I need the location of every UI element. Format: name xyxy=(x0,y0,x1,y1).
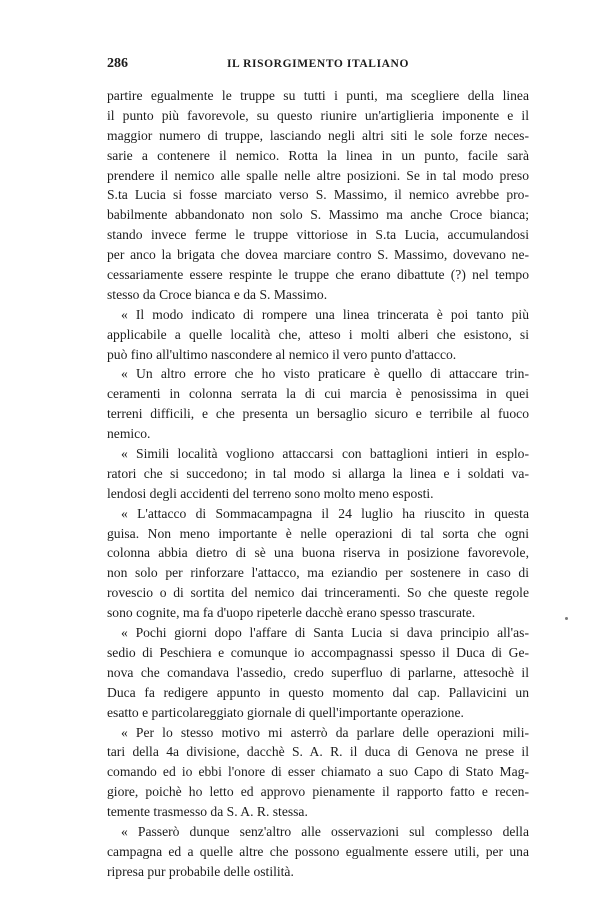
text-line: comando ed io ebbi l'onore di esser chiamato a suo Capo di Stato Mag- xyxy=(107,764,529,780)
text-line: « Passerò dunque senz'altro alle osservazioni sul complesso della xyxy=(121,823,529,839)
paragraph xyxy=(107,364,529,444)
paragraph xyxy=(107,444,529,504)
paragraph xyxy=(107,305,529,365)
text-line: guisa. Non meno importante è nelle operazioni di tal sorta che ogni xyxy=(107,525,529,541)
text-line: cessariamente essere respinte le truppe che erano dibattute (?) nel tempo xyxy=(107,267,529,283)
text-line: campagna ed a quelle altre che possono egualmente essere utili, per una xyxy=(107,843,529,859)
page-number: 286 xyxy=(107,56,128,71)
text-line: ripresa pur probabile delle ostilità. xyxy=(107,863,294,879)
text-line: applicabile a quelle località che, atteso i molti alberi che esistono, si xyxy=(107,326,529,342)
text-line: esatto e particolareggiato giornale di quell'importante operazione. xyxy=(107,704,464,720)
text-line: stando invece ferme le truppe vittoriose in S.ta Lucia, accumulandosi xyxy=(107,227,529,243)
text-line: Duca fa redigere appunto in questo momento dal cap. Pallavicini un xyxy=(107,684,529,700)
text-line: il punto più favorevole, su questo riunire un'artiglieria imponente e il xyxy=(107,107,529,123)
body-text xyxy=(107,86,529,882)
text-line: tari della 4a divisione, dacchè S. A. R. il duca di Genova ne prese il xyxy=(107,744,529,760)
text-line: nemico. xyxy=(107,426,151,442)
running-title: IL RISORGIMENTO ITALIANO xyxy=(226,58,410,70)
paragraph xyxy=(107,723,529,822)
text-line: sedio di Peschiera e comunque io accompagnassi spesso il Duca di Ge- xyxy=(107,644,529,660)
text-line: per anco la brigata che dovea marciare contro S. Massimo, dovevano ne- xyxy=(107,247,529,263)
book-page xyxy=(107,56,529,882)
text-line: S.ta Lucia si fosse marciato verso S. Massimo, il nemico avrebbe pro- xyxy=(107,187,529,203)
text-line: maggior numero di truppe, lasciando negli altri siti le sole forze neces- xyxy=(107,127,529,143)
text-line: giore, poichè ho letto ed approvo pienamente il rapporto fatto e recen- xyxy=(107,784,529,800)
page-header xyxy=(107,56,529,80)
text-line: lendosi degli accidenti del terreno sono molto meno esposti. xyxy=(107,485,434,501)
text-line: prendere il nemico alle spalle nelle altre posizioni. Se in tal modo preso xyxy=(107,167,529,183)
text-line: temente trasmesso da S. A. R. stessa. xyxy=(107,804,308,820)
text-line: sarie a contenere il nemico. Rotta la linea in un punto, facile sarà xyxy=(107,147,529,163)
text-line: terreni difficili, e che presenta un bersaglio sicuro e terribile al fuoco xyxy=(107,406,529,422)
ink-speck xyxy=(565,617,568,620)
paragraph xyxy=(107,822,529,882)
text-line: ceramenti in colonna serrata la di cui marcia è penosissima in quei xyxy=(107,386,529,402)
text-line: ratori che si succedono; in tal modo si allarga la linea e i soldati va- xyxy=(107,465,529,481)
text-line: « Il modo indicato di rompere una linea trincerata è poi tanto più xyxy=(121,306,529,322)
text-line: colonna abbia dietro di sè una buona riserva in posizione favorevole, xyxy=(107,545,529,561)
paragraph xyxy=(107,86,529,305)
text-line: « Un altro errore che ho visto praticare è quello di attaccare trin- xyxy=(121,366,529,382)
text-line: sono cognite, ma fa d'uopo ripeterle dacchè erano spesso trascurate. xyxy=(107,605,476,621)
text-line: « Pochi giorni dopo l'affare di Santa Lucia si dava principio all'as- xyxy=(121,625,529,641)
text-line: stesso da Croce bianca e da S. Massimo. xyxy=(107,286,328,302)
text-line: partire egualmente le truppe su tutti i punti, ma scegliere della linea xyxy=(107,88,529,103)
paragraph xyxy=(107,623,529,722)
paragraph xyxy=(107,504,529,623)
text-line: non solo per rinforzare l'attacco, ma eziandio per sostenere in caso di xyxy=(107,565,529,581)
text-line: « Per lo stesso motivo mi asterrò da parlare delle operazioni mili- xyxy=(121,724,529,740)
text-line: può fino all'ultimo nascondere al nemico il vero punto d'attacco. xyxy=(107,346,457,362)
text-line: nova che comandava l'assedio, credo superfluo di parlarne, attesochè il xyxy=(107,664,529,680)
text-line: « L'attacco di Sommacampagna il 24 luglio ha riuscito in questa xyxy=(121,505,529,521)
text-line: babilmente abbandonato non solo S. Massimo ma anche Croce bianca; xyxy=(107,207,529,223)
text-line: « Simili località vogliono attaccarsi con battaglioni intieri in esplo- xyxy=(121,446,529,462)
text-line: rovescio o di sortita del nemico dai trinceramenti. So che queste regole xyxy=(107,585,529,601)
